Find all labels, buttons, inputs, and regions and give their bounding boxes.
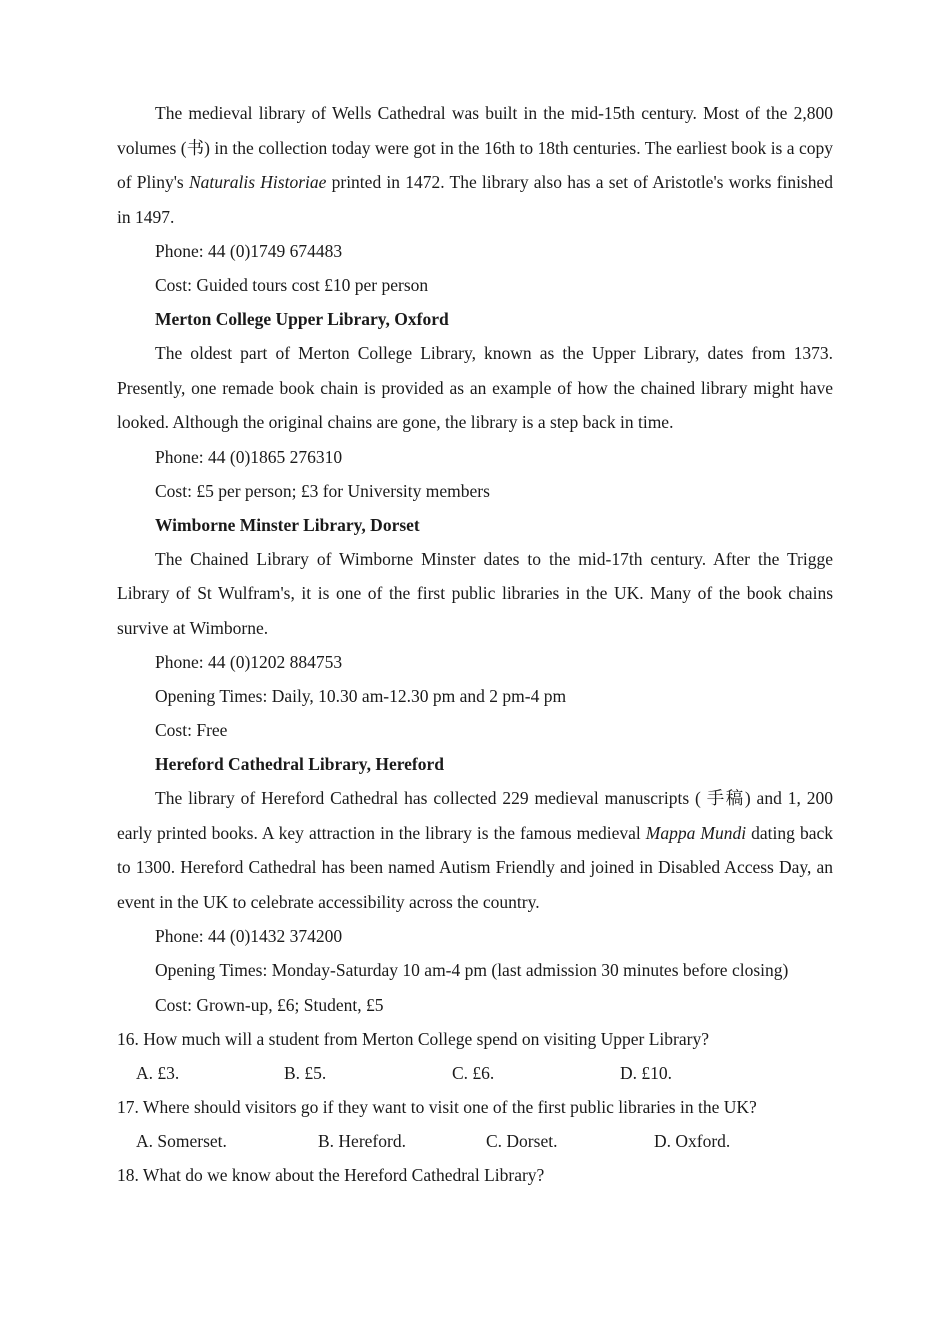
- merton-section: [117, 302, 833, 508]
- questions-section: [117, 1022, 833, 1192]
- question-16-option-b: B. £5.: [284, 1062, 327, 1083]
- question-17-option-d: D. Oxford.: [654, 1130, 731, 1151]
- merton-cost: Cost: £5 per person; £3 for University members: [155, 480, 490, 501]
- question-16-option-a: A. £3.: [136, 1062, 180, 1083]
- wimborne-heading: Wimborne Minster Library, Dorset: [155, 514, 420, 535]
- wells-phone: Phone: 44 (0)1749 674483: [155, 241, 343, 261]
- wimborne-section: [117, 508, 833, 748]
- question-16-option-c: C. £6.: [452, 1062, 495, 1083]
- question-16-option-d: D. £10.: [620, 1062, 673, 1083]
- question-16-stem: 16. How much will a student from Merton College spend on visiting Upper Library?: [117, 1028, 709, 1049]
- wimborne-opening-times: Opening Times: Daily, 10.30 am-12.30 pm and 2 pm-4 pm: [155, 686, 567, 706]
- question-17-stem: 17. Where should visitors go if they want to visit one of the first public libraries in the UK?: [117, 1096, 757, 1117]
- question-17-options: [117, 1124, 833, 1158]
- question-17-option-b: B. Hereford.: [318, 1130, 406, 1151]
- question-16-options: [117, 1056, 833, 1090]
- merton-heading: Merton College Upper Library, Oxford: [155, 309, 449, 329]
- hereford-heading: Hereford Cathedral Library, Hereford: [155, 754, 445, 774]
- hereford-phone: Phone: 44 (0)1432 374200: [155, 926, 343, 946]
- merton-phone: Phone: 44 (0)1865 276310: [155, 446, 343, 467]
- hereford-opening-times: Opening Times: Monday-Saturday 10 am-4 pm (last admission 30 minutes before closing): [155, 960, 789, 980]
- hereford-cost: Cost: Grown-up, £6; Student, £5: [155, 994, 384, 1015]
- wimborne-phone: Phone: 44 (0)1202 884753: [155, 652, 343, 672]
- wells-section: [117, 96, 833, 302]
- question-18-stem: 18. What do we know about the Hereford Cathedral Library?: [117, 1164, 545, 1185]
- wimborne-cost: Cost: Free: [155, 720, 228, 740]
- map-title: Mappa Mundi: [645, 822, 747, 843]
- hereford-section: [117, 747, 833, 1022]
- wells-description: The medieval library of Wells Cathedral was built in the mid-15th century. Most of the 2,800 volumes (书) in the collection today were got in the 16th to 18th centuries. The earliest book is a copy of Pliny's Naturalis Historiae printed in 1472. The library also has a set of Aristotle's works finished in 1497.: [117, 103, 834, 227]
- merton-description: The oldest part of Merton College Library, known as the Upper Library, dates from 1373. Presently, one remade book chain is provided as an example of how the chained library might have looked. Although the original chains are gone, the library is a step back in time.: [117, 343, 833, 432]
- book-title: Naturalis Historiae: [188, 172, 327, 192]
- wimborne-description: The Chained Library of Wimborne Minster dates to the mid-17th century. After the Trigge Library of St Wulfram's, it is one of the first public libraries in the UK. Many of the book chains survive at Wimborne.: [117, 548, 833, 638]
- question-17-option-a: A. Somerset.: [136, 1130, 227, 1151]
- hereford-description: The library of Hereford Cathedral has collected 229 medieval manuscripts ( 手稿) and 1, 200 early printed books. A key attraction in the library is the famous medieval Mappa Mundi dating back to 1300. Hereford Cathedral has been named Autism Friendly and joined in Disabled Access Day, an event in the UK to celebrate accessibility across the country.: [117, 788, 833, 912]
- question-17-option-c: C. Dorset.: [486, 1130, 558, 1151]
- wells-cost: Cost: Guided tours cost £10 per person: [155, 275, 429, 295]
